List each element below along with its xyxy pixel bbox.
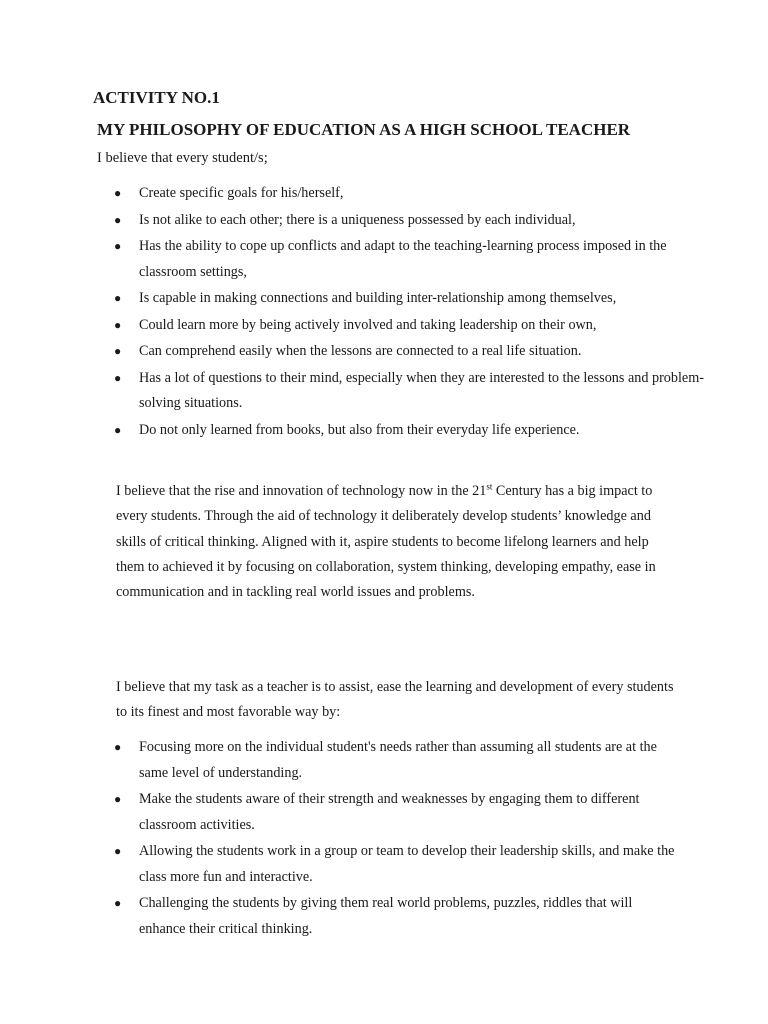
bullet-icon: ●	[114, 896, 122, 910]
list-item	[0, 418, 768, 444]
list-item-text: Has a lot of questions to their mind, especially when they are interested to the lessons and problem-solving situations.	[139, 369, 704, 411]
bullet-icon: ●	[114, 317, 122, 332]
list-item-text: Allowing the students work in a group or team to develop their leadership skills, and make the class more fun and interactive.	[139, 843, 675, 885]
bullet-icon: ●	[114, 291, 122, 305]
list-item	[0, 735, 768, 786]
list-item-text: Could learn more by being actively involved and taking leadership on their own,	[139, 316, 597, 333]
list-item-text: Challenging the students by giving them real world problems, puzzles, riddles that will enhance their critical thinking.	[139, 895, 633, 937]
activity-heading: ACTIVITY NO.1	[93, 88, 220, 107]
bullet-icon: ●	[114, 370, 122, 385]
beliefs-list	[0, 181, 768, 444]
list-item	[0, 286, 768, 312]
list-item	[0, 339, 768, 365]
list-item-text: Has the ability to cope up conflicts and adapt to the teaching-learning process imposed in the classroom settings,	[139, 238, 667, 280]
list-item	[0, 313, 768, 339]
list-item-text: Is not alike to each other; there is a uniqueness possessed by each individual,	[139, 211, 576, 228]
paragraph-text-start: I believe that the rise and innovation of technology now in the 21	[116, 483, 487, 499]
list-item	[0, 787, 768, 838]
bullet-icon: ●	[114, 740, 122, 754]
paragraph-text-end: Century has a big impact to every students. Through the aid of technology it deliberately develop students’ knowledge and skills of critical thinking. Aligned with it, aspire students to become lifelong learners and help them to achieved it by focusing on collaboration, system thinking, developing empathy, ease in communication and in tackling real world issues and problems.	[116, 483, 656, 601]
list-item	[0, 891, 768, 942]
list-item-text: Create specific goals for his/herself,	[139, 185, 344, 201]
list-item-text: Make the students aware of their strength and weaknesses by engaging them to different classroom activities.	[139, 791, 640, 833]
ordinal-suffix: st	[486, 481, 493, 492]
bullet-icon: ●	[114, 186, 122, 200]
bullet-icon: ●	[114, 792, 122, 806]
bullet-icon: ●	[114, 239, 122, 253]
list-item	[0, 234, 768, 285]
list-item-text: Do not only learned from books, but also from their everyday life experience.	[139, 421, 580, 438]
list-item-text: Focusing more on the individual student's needs rather than assuming all students are at the same level of understanding.	[139, 739, 657, 781]
list-item	[0, 366, 768, 417]
intro-text: I believe that every student/s;	[97, 150, 268, 166]
teacher-task-paragraph: I believe that my task as a teacher is to assist, ease the learning and development of every students to its finest and most favorable way by:	[116, 679, 674, 721]
list-item-text: Can comprehend easily when the lessons are connected to a real life situation.	[139, 343, 582, 359]
technology-paragraph	[116, 479, 676, 605]
list-item	[0, 208, 768, 234]
tasks-list	[0, 735, 768, 943]
bullet-icon: ●	[114, 422, 122, 437]
list-item-text: Is capable in making connections and building inter-relationship among themselves,	[139, 290, 617, 306]
bullet-icon: ●	[114, 344, 122, 358]
bullet-icon: ●	[114, 844, 122, 858]
list-item	[0, 181, 768, 207]
list-item	[0, 839, 768, 890]
bullet-icon: ●	[114, 212, 122, 227]
document-title: MY PHILOSOPHY OF EDUCATION AS A HIGH SCHOOL TEACHER	[97, 120, 631, 139]
